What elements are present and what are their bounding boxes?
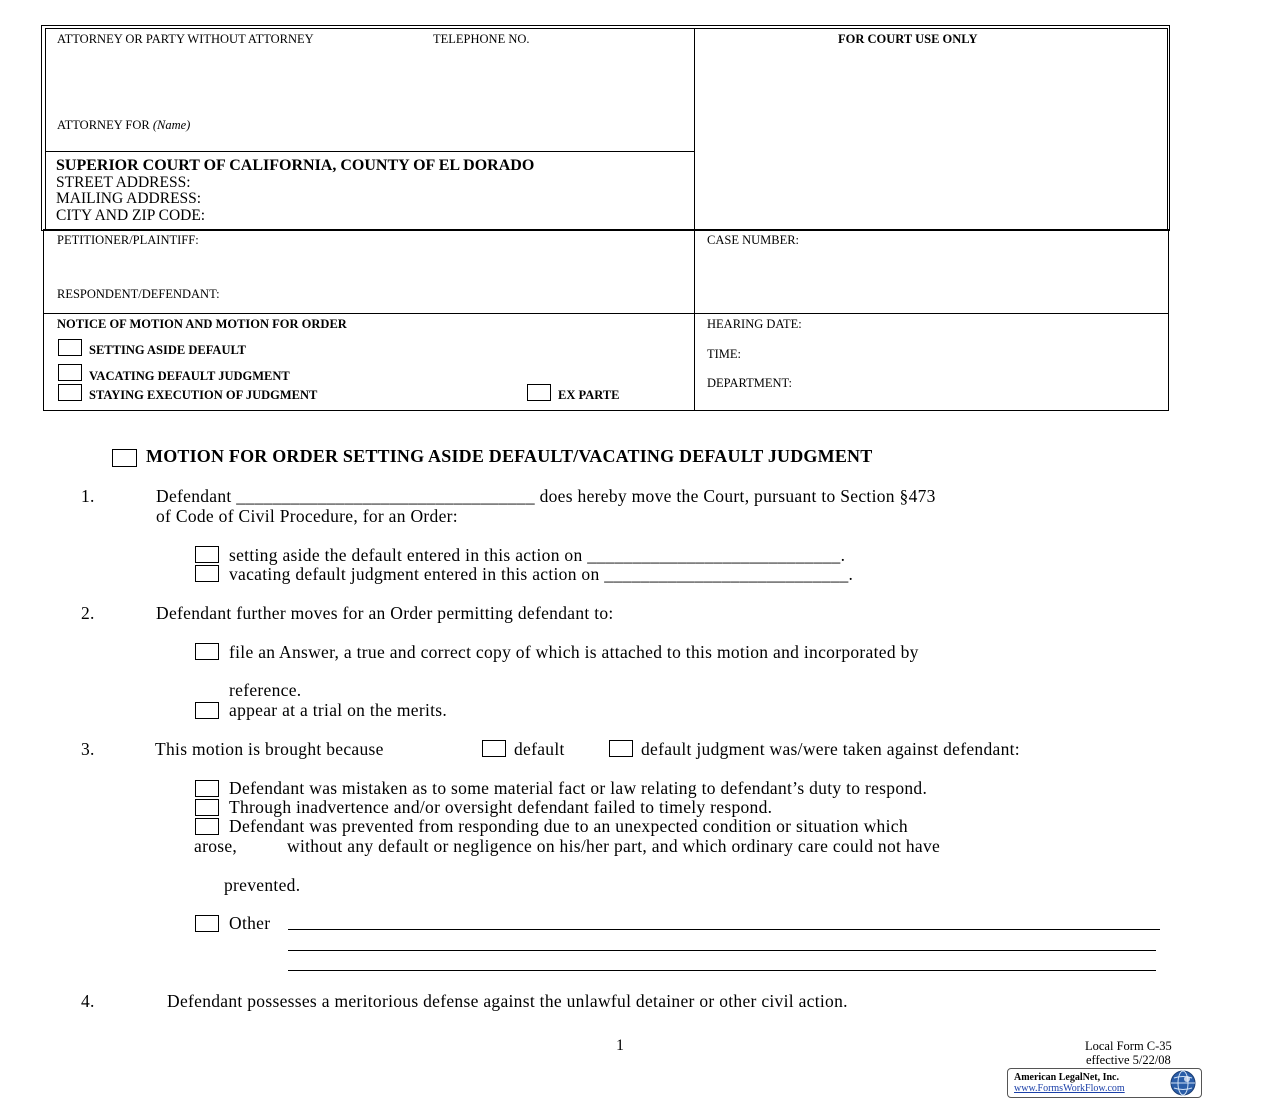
court-use-label: FOR COURT USE ONLY xyxy=(838,32,978,46)
attorney-for-label xyxy=(57,118,190,133)
prevented-line2a: arose, xyxy=(194,836,238,856)
attorney-label: ATTORNEY OR PARTY WITHOUT ATTORNEY xyxy=(57,32,314,46)
mistaken-checkbox[interactable] xyxy=(195,780,219,797)
other-checkbox[interactable] xyxy=(195,915,219,932)
other-line-1[interactable] xyxy=(288,929,1160,930)
prevented-checkbox[interactable] xyxy=(195,818,219,835)
form-effective-date: effective 5/22/08 xyxy=(1086,1053,1171,1067)
attorney-for-hint: (Name) xyxy=(152,118,191,132)
notice-title: NOTICE OF MOTION AND MOTION FOR ORDER xyxy=(57,317,347,331)
case-number-label: CASE NUMBER: xyxy=(707,233,800,247)
prevented-line3: prevented. xyxy=(224,875,301,895)
telephone-label: TELEPHONE NO. xyxy=(433,32,530,46)
file-answer-line1: file an Answer, a true and correct copy of which is attached to this motion and incorporated by xyxy=(229,642,919,662)
item-1-number: 1. xyxy=(81,486,95,506)
file-answer-line2: reference. xyxy=(229,680,302,700)
other-line-3[interactable] xyxy=(288,970,1156,971)
setting-aside-label: SETTING ASIDE DEFAULT xyxy=(89,343,247,357)
street-address-label: STREET ADDRESS: xyxy=(56,174,191,191)
item-4-number: 4. xyxy=(81,991,95,1011)
globe-icon xyxy=(1170,1070,1196,1096)
page-number: 1 xyxy=(616,1037,624,1054)
file-answer-checkbox[interactable] xyxy=(195,643,219,660)
default-label: default xyxy=(514,739,565,759)
mistaken-text: Defendant was mistaken as to some material fact or law relating to defendant’s duty to respond. xyxy=(229,778,928,798)
item-1-line2: of Code of Civil Procedure, for an Order: xyxy=(156,506,458,526)
other-label: Other xyxy=(229,913,271,933)
set-aside-default-text: setting aside the default entered in this action on ____________________________. xyxy=(229,545,846,565)
set-aside-default-checkbox[interactable] xyxy=(195,546,219,563)
city-zip-label: CITY AND ZIP CODE: xyxy=(56,207,206,224)
inadvertence-text: Through inadvertence and/or oversight defendant failed to timely respond. xyxy=(229,797,773,817)
ex-parte-checkbox[interactable] xyxy=(527,384,551,401)
default-judgment-label: default judgment was/were taken against defendant: xyxy=(641,739,1020,759)
default-checkbox[interactable] xyxy=(482,740,506,757)
hearing-date-label: HEARING DATE: xyxy=(707,317,802,331)
time-label: TIME: xyxy=(707,347,742,361)
item-2-number: 2. xyxy=(81,603,95,623)
brand-name: American LegalNet, Inc. xyxy=(1014,1072,1119,1083)
item-1-line1: Defendant _________________________________ does hereby move the Court, pursuant to Section §473 xyxy=(156,486,936,506)
prevented-line2b: without any default or negligence on his/her part, and which ordinary care could not have xyxy=(287,836,941,856)
petitioner-label: PETITIONER/PLAINTIFF: xyxy=(57,233,199,247)
court-use-box xyxy=(694,28,1168,230)
attorney-for-text: ATTORNEY FOR xyxy=(57,118,150,132)
inadvertence-checkbox[interactable] xyxy=(195,799,219,816)
department-label: DEPARTMENT: xyxy=(707,376,792,390)
prevented-line1: Defendant was prevented from responding due to an unexpected condition or situation which xyxy=(229,816,908,836)
motion-heading: MOTION FOR ORDER SETTING ASIDE DEFAULT/VACATING DEFAULT JUDGMENT xyxy=(146,446,873,466)
appear-at-trial-text: appear at a trial on the merits. xyxy=(229,700,448,720)
item-2-text: Defendant further moves for an Order permitting defendant to: xyxy=(156,603,614,623)
default-judgment-checkbox[interactable] xyxy=(609,740,633,757)
item-3-number: 3. xyxy=(81,739,95,759)
court-name: SUPERIOR COURT OF CALIFORNIA, COUNTY OF EL DORADO xyxy=(56,157,535,174)
setting-aside-checkbox[interactable] xyxy=(58,339,82,356)
form-id: Local Form C-35 xyxy=(1085,1039,1172,1053)
staying-checkbox[interactable] xyxy=(58,384,82,401)
item-3-text: This motion is brought because xyxy=(155,739,384,759)
vacate-judgment-checkbox[interactable] xyxy=(195,565,219,582)
brand-badge[interactable] xyxy=(1007,1068,1202,1098)
vacate-judgment-text: vacating default judgment entered in this action on ___________________________. xyxy=(229,564,854,584)
respondent-label: RESPONDENT/DEFENDANT: xyxy=(57,287,220,301)
motion-heading-checkbox[interactable] xyxy=(112,449,137,467)
appear-at-trial-checkbox[interactable] xyxy=(195,702,219,719)
mailing-address-label: MAILING ADDRESS: xyxy=(56,190,202,207)
vacating-checkbox[interactable] xyxy=(58,364,82,381)
ex-parte-label: EX PARTE xyxy=(558,388,620,402)
vacating-label: VACATING DEFAULT JUDGMENT xyxy=(89,369,290,383)
staying-label: STAYING EXECUTION OF JUDGMENT xyxy=(89,388,318,402)
brand-url[interactable]: www.FormsWorkFlow.com xyxy=(1014,1083,1125,1094)
other-line-2[interactable] xyxy=(288,950,1156,951)
item-4-text: Defendant possesses a meritorious defense against the unlawful detainer or other civil action. xyxy=(167,991,848,1011)
